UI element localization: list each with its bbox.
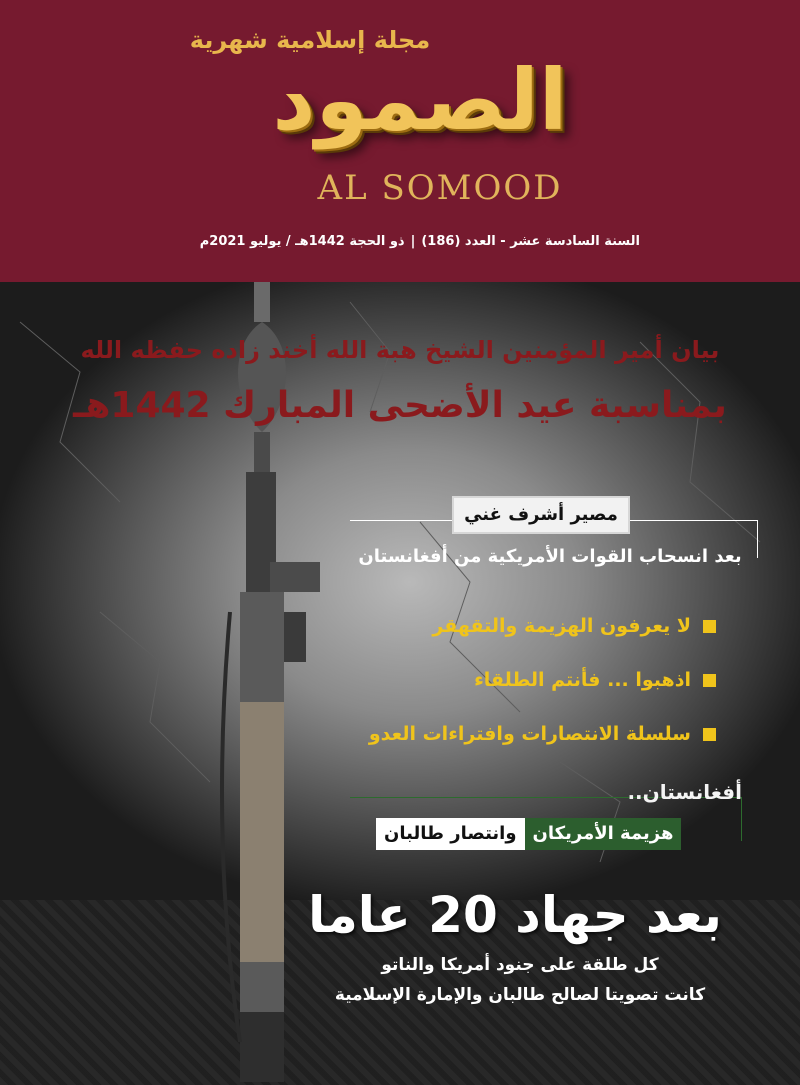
bullet-text: سلسلة الانتصارات وافتراءات العدو (368, 723, 691, 745)
headline-occasion: بمناسبة عيد الأضحى المبارك 1442هـ (73, 385, 727, 426)
bottom-subtitle-2: كانت تصويتا لصالح طالبان والإمارة الإسلامية (334, 985, 706, 1005)
afghanistan-title: أفغانستان.. (627, 780, 742, 804)
ghani-subtitle: بعد انسحاب القوات الأمريكية من أفغانستان (358, 546, 742, 567)
masthead (0, 0, 800, 282)
headline-statement: بيان أمير المؤمنين الشيخ هبة الله أخند زاده حفظه الله (80, 336, 720, 364)
issue-info (200, 234, 640, 249)
afghanistan-banner-part1: هزيمة الأمريكان (525, 818, 682, 850)
issue-date: ذو الحجة 1442هـ / يوليو 2021م (199, 234, 405, 249)
bullet-square-icon (703, 620, 716, 633)
bullet-item (356, 666, 716, 694)
bullet-square-icon (703, 728, 716, 741)
bullet-item (356, 720, 716, 748)
bottom-subtitle-1: كل طلقة على جنود أمريكا والناتو (381, 955, 659, 975)
ghani-tag: مصير أشرف غني (452, 496, 630, 534)
bullet-list (356, 612, 716, 774)
bullet-text: اذهبوا ... فأنتم الطلقاء (474, 669, 691, 691)
bottom-title: بعد جهاد 20 عاما (308, 886, 722, 944)
afghanistan-banner-part2: وانتصار طالبان (376, 818, 525, 850)
issue-separator: | (410, 234, 416, 249)
issue-number: السنة السادسة عشر - العدد (186) (421, 234, 640, 249)
bullet-square-icon (703, 674, 716, 687)
afghanistan-banner (376, 818, 681, 850)
bullet-item (356, 612, 716, 640)
tagline: مجلة إسلامية شهرية (189, 26, 431, 54)
logo-arabic: الصمود (272, 51, 568, 149)
logo-english: AL SOMOOD (317, 168, 563, 208)
bullet-text: لا يعرفون الهزيمة والتقهقر (432, 615, 691, 637)
